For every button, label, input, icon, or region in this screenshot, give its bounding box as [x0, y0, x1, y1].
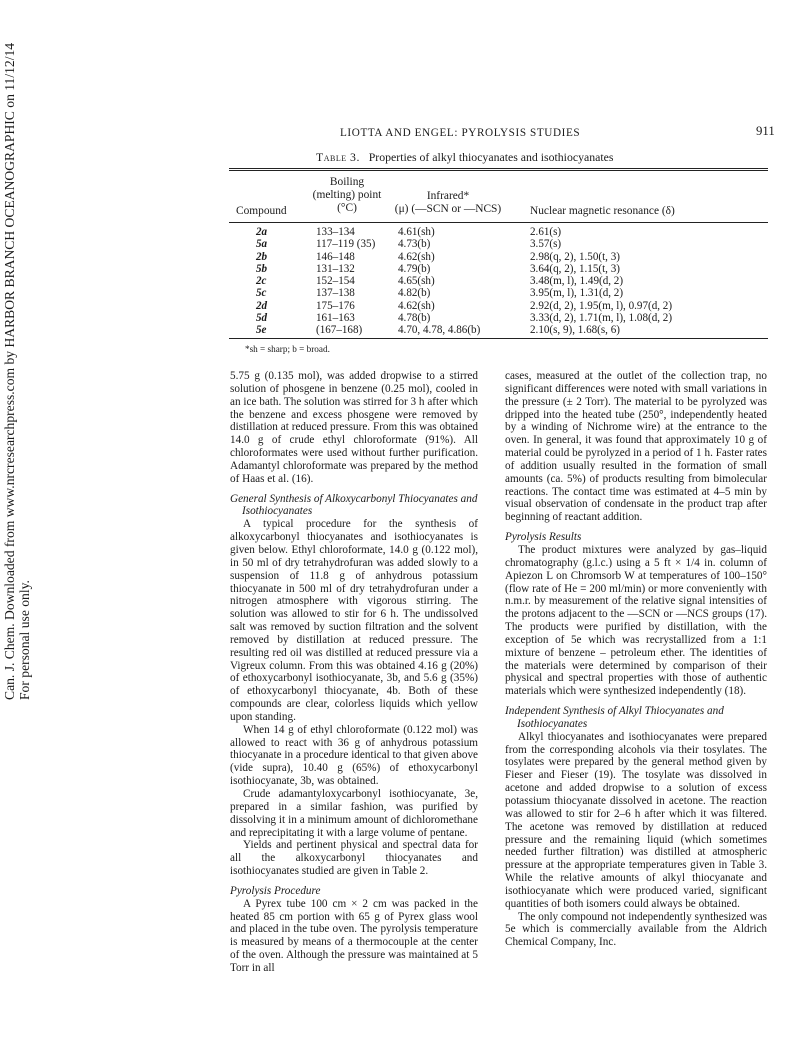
download-notice	[2, 42, 36, 700]
table-cell-bp: 131–132	[316, 262, 355, 275]
paragraph: A typical procedure for the synthesis of alkoxycarbonyl thiocyanates and isothiocyanates is given below. Ethyl chloroformate, 14.0 g (0.122 mol), in 50 ml of dry tetrahydrofuran was added slowly to a suspension of 11.8 g of anhydrous potassium thiocyanate in 500 ml of dry tetrahydrofuran under a nitrogen atmosphere with vigorous stirring. The solution was allowed to stir for 6 h. The undissolved salt was removed by suction filtration and the solvent removed by distillation at reduced pressure. The resulting red oil was distilled at reduced pressure via a Vigreux column. From this was obtained 4.16 g (20%) of ethoxycarbonyl isothiocyanate, 3b, and 5.6 g (35%) of ethoxycarbonyl thiocyanate, 4b. Both of these compounds are clear, colorless liquids which yellow upon standing.	[230, 518, 478, 723]
paragraph: Crude adamantyloxycarbonyl isothiocyanate, 3e, prepared in a similar fashion, was purified by dissolving it in a minimum amount of dichloromethane and reprecipitating it with a large volume of pentane.	[230, 788, 478, 839]
table-cell-bp: 152–154	[316, 275, 355, 288]
col-header-compound: Compound	[236, 205, 287, 217]
table-cell-nmr: 3.95(m, l), 1.31(d, 2)	[530, 287, 624, 300]
col-compound	[256, 226, 267, 337]
download-notice-line2: For personal use only.	[17, 580, 32, 700]
table-cell-nmr: 3.48(m, l), 1.49(d, 2)	[530, 275, 624, 288]
table-title: Properties of alkyl thiocyanates and isothiocyanates	[368, 150, 614, 164]
table-footnote: *sh = sharp; b = broad.	[245, 344, 330, 354]
left-column	[230, 370, 478, 975]
paragraph: Alkyl thiocyanates and isothiocyanates were prepared from the corresponding alcohols via their tosylates. The tosylates were prepared by the general method given by Fieser and Fieser (19). The tosylate was dissolved in acetone and added dropwise to a solution of excess potassium thiocyanate dissolved in acetone. The reaction was allowed to stir for 2–6 h after which it was filtered. The acetone was removed by distillation at reduced pressure and the remaining liquid (which sometimes needed further filtration) was distilled at atmospheric pressure at the appropriate temperatures given in Table 3. While the relative amounts of alkyl thiocyanate and isothiocyanate which were produced varied, significant quantities of both isomers could always be obtained.	[505, 730, 767, 910]
paragraph: The only compound not independently synthesized was 5e which is commercially available from the Aldrich Chemical Company, Inc.	[505, 910, 767, 949]
paragraph: cases, measured at the outlet of the collection trap, no significant differences were noted with small variations in the pressure (± 2 Torr). The material to be pyrolyzed was dripped into the heated tube (250°, independently heated by a winding of Nichrome wire) at the entrance to the oven. In general, it was found that approximately 10 g of material could be pyrolyzed in a period of 1 h. Faster rates of addition usually resulted in the formation of small amounts (ca. 5%) of products resulting from bimolecular reactions. The contact time was estimated at 4–5 min by visual observation of condensate in the product trap after beginning of reactant addition.	[505, 370, 767, 524]
table-cell-compound: 5b	[256, 262, 268, 275]
col-header-boiling: Boiling (melting) point (°C)	[312, 176, 382, 214]
table-bottom-rule	[229, 338, 768, 339]
table-cell-ir: 4.62(sh)	[398, 299, 435, 312]
download-notice-line1: Can. J. Chem. Downloaded from www.nrcresearchpress.com by HARBOR BRANCH OCEANOGRAPHIC on 11/12/14	[2, 42, 17, 700]
table-cell-compound: 5a	[256, 238, 268, 251]
table-cell-bp: 117–119 (35)	[316, 238, 376, 251]
table-cell-ir: 4.62(sh)	[398, 250, 435, 263]
table-cell-bp: 137–138	[316, 287, 355, 300]
table-cell-nmr: 3.33(d, 2), 1.71(m, l), 1.08(d, 2)	[530, 312, 673, 325]
col-header-nmr: Nuclear magnetic resonance (δ)	[530, 205, 675, 217]
section-heading: Independent Synthesis of Alkyl Thiocyanates and Isothiocyanates	[505, 705, 724, 730]
paragraph: 5.75 g (0.135 mol), was added dropwise to a stirred solution of phosgene in benzene (0.25 mol), cooled in an ice bath. The solution was stirred for 3 h after which the benzene and excess phosgene were removed by distillation at reduced pressure. From this was obtained 14.0 g of crude ethyl chloroformate (91%). All chloroformates were used without further purification. Adamantyl chloroformate was prepared by the method of Haas et al. (16).	[230, 370, 478, 485]
table-cell-compound: 2c	[256, 275, 267, 288]
col-infrared	[398, 226, 480, 337]
table-label: Table 3.	[316, 150, 360, 164]
table-header-rule	[229, 222, 768, 223]
table-cell-compound: 2b	[256, 250, 268, 263]
table-cell-compound: 2a	[256, 226, 268, 238]
table-cell-bp: (167–168)	[316, 324, 363, 337]
table-cell-ir: 4.78(b)	[398, 312, 431, 325]
paragraph: Yields and pertinent physical and spectral data for all the alkoxycarbonyl thiocyanates and isothiocyanates studied are given in Table 2.	[230, 839, 478, 878]
table-cell-ir: 4.82(b)	[398, 287, 431, 300]
paragraph: When 14 g of ethyl chloroformate (0.122 mol) was allowed to react with 36 g of anhydrous potassium thiocyanate in a procedure identical to that given above (vide supra), 10.40 g (65%) of ethoxycarbonyl isothiocyanate, 3b, was obtained.	[230, 723, 478, 788]
table-cell-nmr: 2.61(s)	[530, 226, 562, 238]
page-number: 911	[756, 124, 775, 138]
table-cell-bp: 133–134	[316, 226, 355, 238]
table-cell-bp: 146–148	[316, 250, 355, 263]
col-nmr	[530, 226, 672, 337]
table-cell-nmr: 3.57(s)	[530, 238, 562, 251]
running-title: LIOTTA AND ENGEL: PYROLYSIS STUDIES	[340, 127, 581, 139]
table-cell-nmr: 2.92(d, 2), 1.95(m, l), 0.97(d, 2)	[530, 299, 673, 312]
section-heading: General Synthesis of Alkoxycarbonyl Thiocyanates and Isothiocyanates	[230, 492, 478, 518]
col-boiling-point	[316, 226, 375, 337]
section-heading: Pyrolysis Procedure	[230, 884, 321, 897]
col-header-infrared: Infrared* (μ) (—SCN or —NCS)	[394, 190, 502, 215]
paragraph: The product mixtures were analyzed by gas–liquid chromatography (g.l.c.) using a 5 ft × 1/4 in. column of Apiezon L on Chromsorb W at temperatures of 100–150° (flow rate of He = 200 ml/min) or more conveniently with n.m.r. by measurement of the relative signal intensities of the protons adjacent to the —SCN or —NCS groups (17). The products were purified by distillation, with the exception of 5e which was recrystallized from a 1:1 mixture of benzene – petroleum ether. The identities of the materials were determined by comparison of their physical and spectral properties with those of authentic materials which were synthesized independently (18).	[505, 543, 767, 698]
paragraph: A Pyrex tube 100 cm × 2 cm was packed in the heated 85 cm portion with 65 g of Pyrex glass wool and placed in the tube oven. The pyrolysis temperature is measured by means of a thermocouple at the center of the oven. Although the pressure was maintained at 5 Torr in all	[230, 897, 478, 974]
right-column	[505, 370, 767, 949]
table-cell-ir: 4.61(sh)	[398, 226, 435, 238]
table-cell-compound: 2d	[256, 299, 268, 312]
table-cell-ir: 4.70, 4.78, 4.86(b)	[398, 324, 481, 337]
table-cell-compound: 5d	[256, 312, 268, 325]
table-top-rule	[229, 168, 768, 169]
table-cell-ir: 4.73(b)	[398, 238, 431, 251]
table-caption	[316, 150, 613, 165]
table-cell-ir: 4.79(b)	[398, 262, 431, 275]
table-cell-nmr: 2.10(s, 9), 1.68(s, 6)	[530, 324, 620, 337]
table-cell-ir: 4.65(sh)	[398, 275, 435, 288]
table-cell-bp: 161–163	[316, 312, 355, 325]
section-heading: Pyrolysis Results	[505, 531, 582, 544]
table-cell-compound: 5e	[256, 324, 267, 337]
table-cell-nmr: 3.64(q, 2), 1.15(t, 3)	[530, 262, 620, 275]
table-cell-nmr: 2.98(q, 2), 1.50(t, 3)	[530, 250, 620, 263]
table-top-rule-2	[229, 170, 768, 171]
table-cell-compound: 5c	[256, 287, 267, 300]
table-cell-bp: 175–176	[316, 299, 355, 312]
